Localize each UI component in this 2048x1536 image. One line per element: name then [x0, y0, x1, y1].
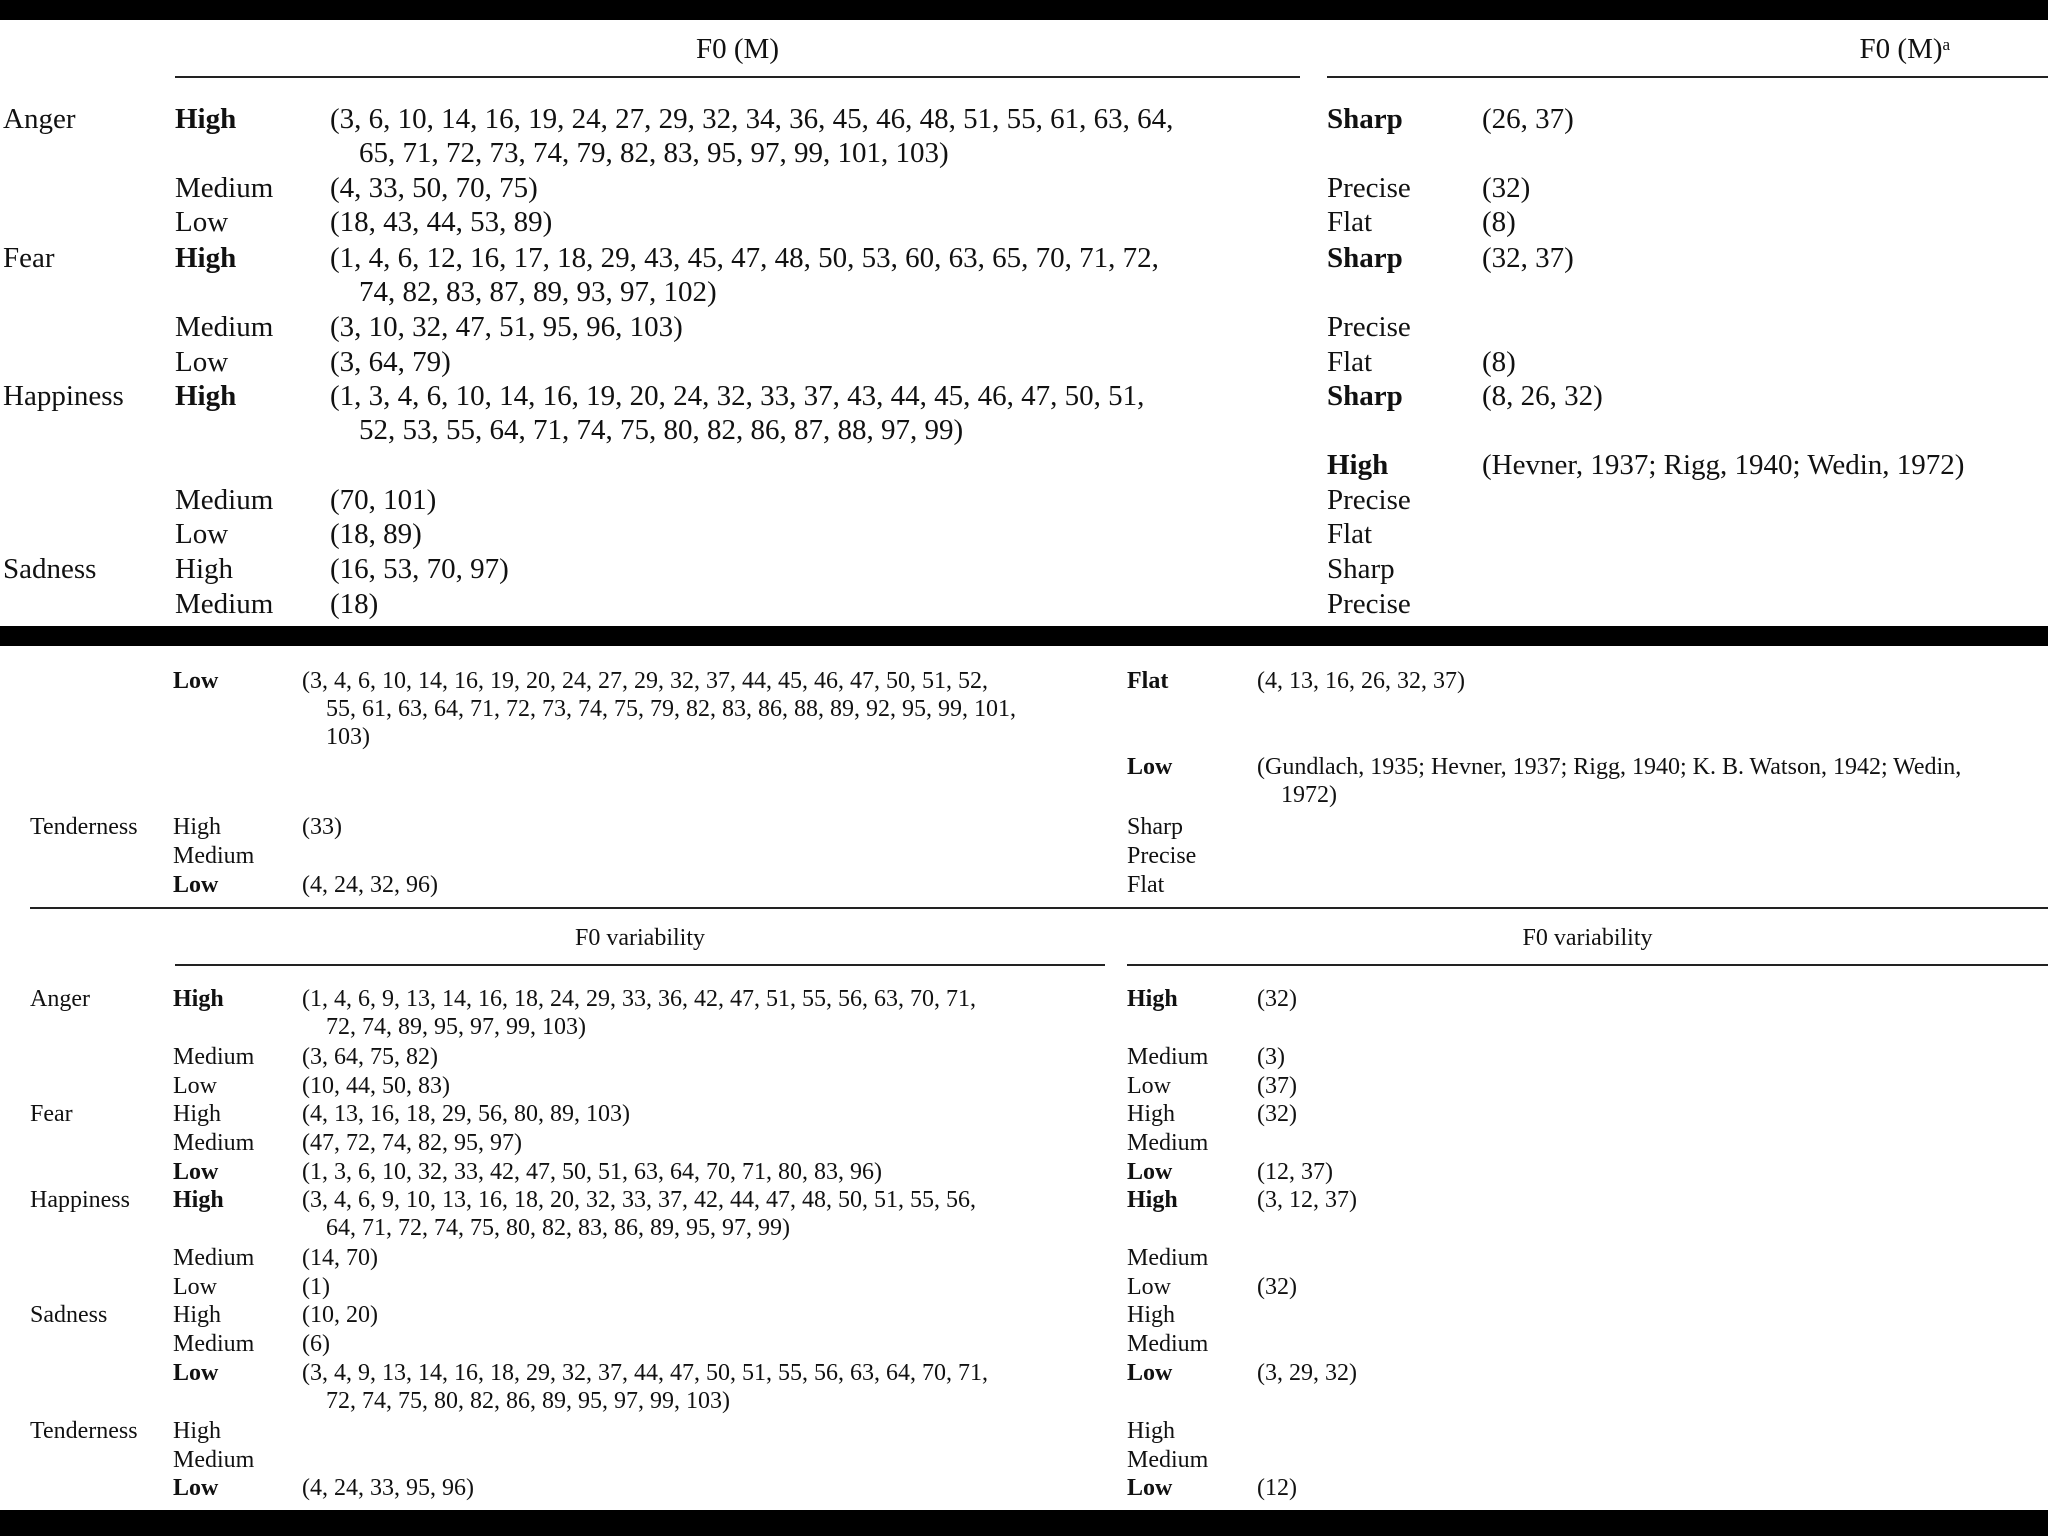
section2-row-level: Low	[173, 1274, 217, 1300]
top-row-emotion: Anger	[3, 103, 76, 135]
section2-row-right-refs: (32)	[1257, 986, 1297, 1012]
section2-row-right-refs: (3, 29, 32)	[1257, 1360, 1357, 1386]
section2-row-level: High	[173, 1101, 221, 1127]
top-row-right-level: Precise	[1327, 484, 1411, 516]
section2-row-right-level: High	[1127, 986, 1178, 1012]
section2-row-level: Low	[173, 1073, 217, 1099]
section1-row-level: High	[173, 814, 221, 840]
left-header-rule	[175, 76, 1300, 78]
variability-right-rule	[1127, 964, 2048, 966]
section1-row-right-level: Flat	[1127, 668, 1169, 694]
section1-row-refs: (3, 4, 6, 10, 14, 16, 19, 20, 24, 27, 29, 32, 37, 44, 45, 46, 47, 50, 51, 52, 55, 61, 63, 64, 71, 72, 73, 74, 75, 79, 82, 83, 86, 88, 89, 92, 95, 99, 101, 103)	[302, 668, 1016, 750]
right-column-header: F0 (M)ᵃ	[1859, 33, 1951, 65]
top-row-level: High	[175, 380, 237, 412]
top-row-right-level: Precise	[1327, 588, 1411, 620]
top-row-right-level: Sharp	[1327, 553, 1395, 585]
section2-row-right-level: Low	[1127, 1073, 1171, 1099]
section2-row-level: Medium	[173, 1331, 255, 1357]
top-row-right-level: Precise	[1327, 172, 1411, 204]
section-divider-rule	[30, 907, 2048, 909]
section2-row-refs: (47, 72, 74, 82, 95, 97)	[302, 1130, 522, 1156]
section1-row-right-refs: (4, 13, 16, 26, 32, 37)	[1257, 668, 1465, 694]
section2-row-refs: (6)	[302, 1331, 330, 1357]
top-row-right-refs: (8)	[1482, 346, 1516, 378]
section2-row-level: Medium	[173, 1245, 255, 1271]
top-row-right-level: Sharp	[1327, 380, 1403, 412]
top-row-level: Medium	[175, 311, 274, 343]
section2-row-refs: (1)	[302, 1274, 330, 1300]
top-row-refs: (3, 10, 32, 47, 51, 95, 96, 103)	[330, 311, 683, 343]
section2-row-right-level: Low	[1127, 1274, 1171, 1300]
top-row-right-refs: (8, 26, 32)	[1482, 380, 1603, 412]
top-row-level: Medium	[175, 588, 274, 620]
section2-row-right-level: Low	[1127, 1360, 1173, 1386]
section2-row-level: High	[173, 1187, 224, 1213]
top-row-emotion: Happiness	[3, 380, 124, 412]
top-row-level: Medium	[175, 484, 274, 516]
top-row-refs: (70, 101)	[330, 484, 437, 516]
top-row-emotion: Sadness	[3, 553, 97, 585]
top-row-right-level: Sharp	[1327, 103, 1403, 135]
section1-row-right-level: Sharp	[1127, 814, 1183, 840]
section1-row-right-refs: (Gundlach, 1935; Hevner, 1937; Rigg, 1940; K. B. Watson, 1942; Wedin, 1972)	[1257, 754, 1962, 808]
top-row-refs: (1, 4, 6, 12, 16, 17, 18, 29, 43, 45, 47, 48, 50, 53, 60, 63, 65, 70, 71, 72, 74, 82, 83, 87, 89, 93, 97, 102)	[330, 242, 1159, 308]
top-row-right-level: Precise	[1327, 311, 1411, 343]
top-row-refs: (1, 3, 4, 6, 10, 14, 16, 19, 20, 24, 32, 33, 37, 43, 44, 45, 46, 47, 50, 51, 52, 53, 55, 64, 71, 74, 75, 80, 82, 86, 87, 88, 97, 99)	[330, 380, 1145, 446]
section2-row-right-refs: (12)	[1257, 1475, 1297, 1501]
section2-row-level: Medium	[173, 1447, 255, 1473]
section2-row-refs: (14, 70)	[302, 1245, 378, 1271]
section2-row-level: Low	[173, 1475, 219, 1501]
section1-row-level: Medium	[173, 843, 255, 869]
section2-row-right-level: High	[1127, 1418, 1175, 1444]
top-row-level: Low	[175, 346, 229, 378]
section2-row-refs: (10, 44, 50, 83)	[302, 1073, 450, 1099]
section2-row-refs: (3, 64, 75, 82)	[302, 1044, 438, 1070]
top-row-emotion: Fear	[3, 242, 55, 274]
top-row-right-level: Flat	[1327, 346, 1373, 378]
section1-row-refs: (4, 24, 32, 96)	[302, 872, 438, 898]
top-row-level: Medium	[175, 172, 274, 204]
section2-row-emotion: Sadness	[30, 1302, 108, 1328]
section1-row-level: Low	[173, 872, 219, 898]
section2-row-right-refs: (3, 12, 37)	[1257, 1187, 1357, 1213]
left-column-header: F0 (M)	[696, 33, 779, 65]
section2-row-refs: (3, 4, 6, 9, 10, 13, 16, 18, 20, 32, 33, 37, 42, 44, 47, 48, 50, 51, 55, 56, 64, 71, 72, 74, 75, 80, 82, 83, 86, 89, 95, 97, 99)	[302, 1187, 976, 1241]
top-row-right-level: Sharp	[1327, 242, 1403, 274]
section2-row-level: High	[173, 986, 224, 1012]
top-row-refs: (18, 43, 44, 53, 89)	[330, 206, 553, 238]
section2-row-right-level: High	[1127, 1187, 1178, 1213]
section2-row-level: Low	[173, 1360, 219, 1386]
top-row-refs: (18, 89)	[330, 518, 422, 550]
variability-left-header: F0 variability	[575, 925, 705, 951]
table-top-panel	[0, 20, 2048, 626]
section2-row-right-level: Low	[1127, 1475, 1173, 1501]
top-row-refs: (3, 6, 10, 14, 16, 19, 24, 27, 29, 32, 34, 36, 45, 46, 48, 51, 55, 61, 63, 64, 65, 71, 72, 73, 74, 79, 82, 83, 95, 97, 99, 101, 103)	[330, 103, 1174, 169]
right-header-rule	[1327, 76, 2048, 78]
section2-row-refs: (3, 4, 9, 13, 14, 16, 18, 29, 32, 37, 44, 47, 50, 51, 55, 56, 63, 64, 70, 71, 72, 74, 75, 80, 82, 86, 89, 95, 97, 99, 103)	[302, 1360, 988, 1414]
section1-row-refs: (33)	[302, 814, 342, 840]
section2-row-right-level: Medium	[1127, 1044, 1209, 1070]
section1-row-right-level: Low	[1127, 754, 1173, 780]
top-row-level: Low	[175, 206, 229, 238]
section2-row-right-level: Medium	[1127, 1331, 1209, 1357]
top-row-right-refs: (Hevner, 1937; Rigg, 1940; Wedin, 1972)	[1482, 449, 1965, 481]
section2-row-right-level: High	[1127, 1302, 1175, 1328]
top-row-refs: (4, 33, 50, 70, 75)	[330, 172, 538, 204]
section2-row-level: High	[173, 1302, 221, 1328]
section1-row-level: Low	[173, 668, 219, 694]
section1-row-right-level: Flat	[1127, 872, 1165, 898]
section2-row-refs: (4, 24, 33, 95, 96)	[302, 1475, 474, 1501]
top-row-right-level: Flat	[1327, 206, 1373, 238]
top-row-refs: (18)	[330, 588, 379, 620]
section2-row-right-refs: (37)	[1257, 1073, 1297, 1099]
section2-row-right-refs: (3)	[1257, 1044, 1285, 1070]
top-row-level: Low	[175, 518, 229, 550]
section2-row-right-refs: (32)	[1257, 1274, 1297, 1300]
section2-row-right-refs: (32)	[1257, 1101, 1297, 1127]
top-row-level: High	[175, 553, 233, 585]
section2-row-refs: (1, 4, 6, 9, 13, 14, 16, 18, 24, 29, 33, 36, 42, 47, 51, 55, 56, 63, 70, 71, 72, 74, 89, 95, 97, 99, 103)	[302, 986, 976, 1040]
table-bottom-panel	[0, 646, 2048, 1510]
section2-row-refs: (4, 13, 16, 18, 29, 56, 80, 89, 103)	[302, 1101, 630, 1127]
top-row-level: High	[175, 103, 237, 135]
top-row-right-level: High	[1327, 449, 1389, 481]
variability-left-rule	[175, 964, 1105, 966]
section2-row-right-refs: (12, 37)	[1257, 1159, 1333, 1185]
section2-row-level: High	[173, 1418, 221, 1444]
section2-row-level: Medium	[173, 1130, 255, 1156]
section2-row-right-level: Medium	[1127, 1130, 1209, 1156]
section2-row-emotion: Happiness	[30, 1187, 130, 1213]
section2-row-right-level: Medium	[1127, 1245, 1209, 1271]
section2-row-emotion: Fear	[30, 1101, 73, 1127]
top-row-refs: (16, 53, 70, 97)	[330, 553, 509, 585]
top-row-right-refs: (8)	[1482, 206, 1516, 238]
top-row-right-level: Flat	[1327, 518, 1373, 550]
section2-row-right-level: Low	[1127, 1159, 1173, 1185]
section2-row-emotion: Tenderness	[30, 1418, 138, 1444]
top-row-right-refs: (26, 37)	[1482, 103, 1574, 135]
top-row-level: High	[175, 242, 237, 274]
section2-row-right-level: High	[1127, 1101, 1175, 1127]
section2-row-refs: (10, 20)	[302, 1302, 378, 1328]
section2-row-refs: (1, 3, 6, 10, 32, 33, 42, 47, 50, 51, 63, 64, 70, 71, 80, 83, 96)	[302, 1159, 882, 1185]
section1-row-right-level: Precise	[1127, 843, 1197, 869]
section2-row-emotion: Anger	[30, 986, 90, 1012]
section1-row-emotion: Tenderness	[30, 814, 138, 840]
section2-row-right-level: Medium	[1127, 1447, 1209, 1473]
section2-row-level: Medium	[173, 1044, 255, 1070]
top-row-right-refs: (32)	[1482, 172, 1531, 204]
section2-row-level: Low	[173, 1159, 219, 1185]
top-row-refs: (3, 64, 79)	[330, 346, 451, 378]
top-row-right-refs: (32, 37)	[1482, 242, 1574, 274]
variability-right-header: F0 variability	[1522, 925, 1653, 951]
